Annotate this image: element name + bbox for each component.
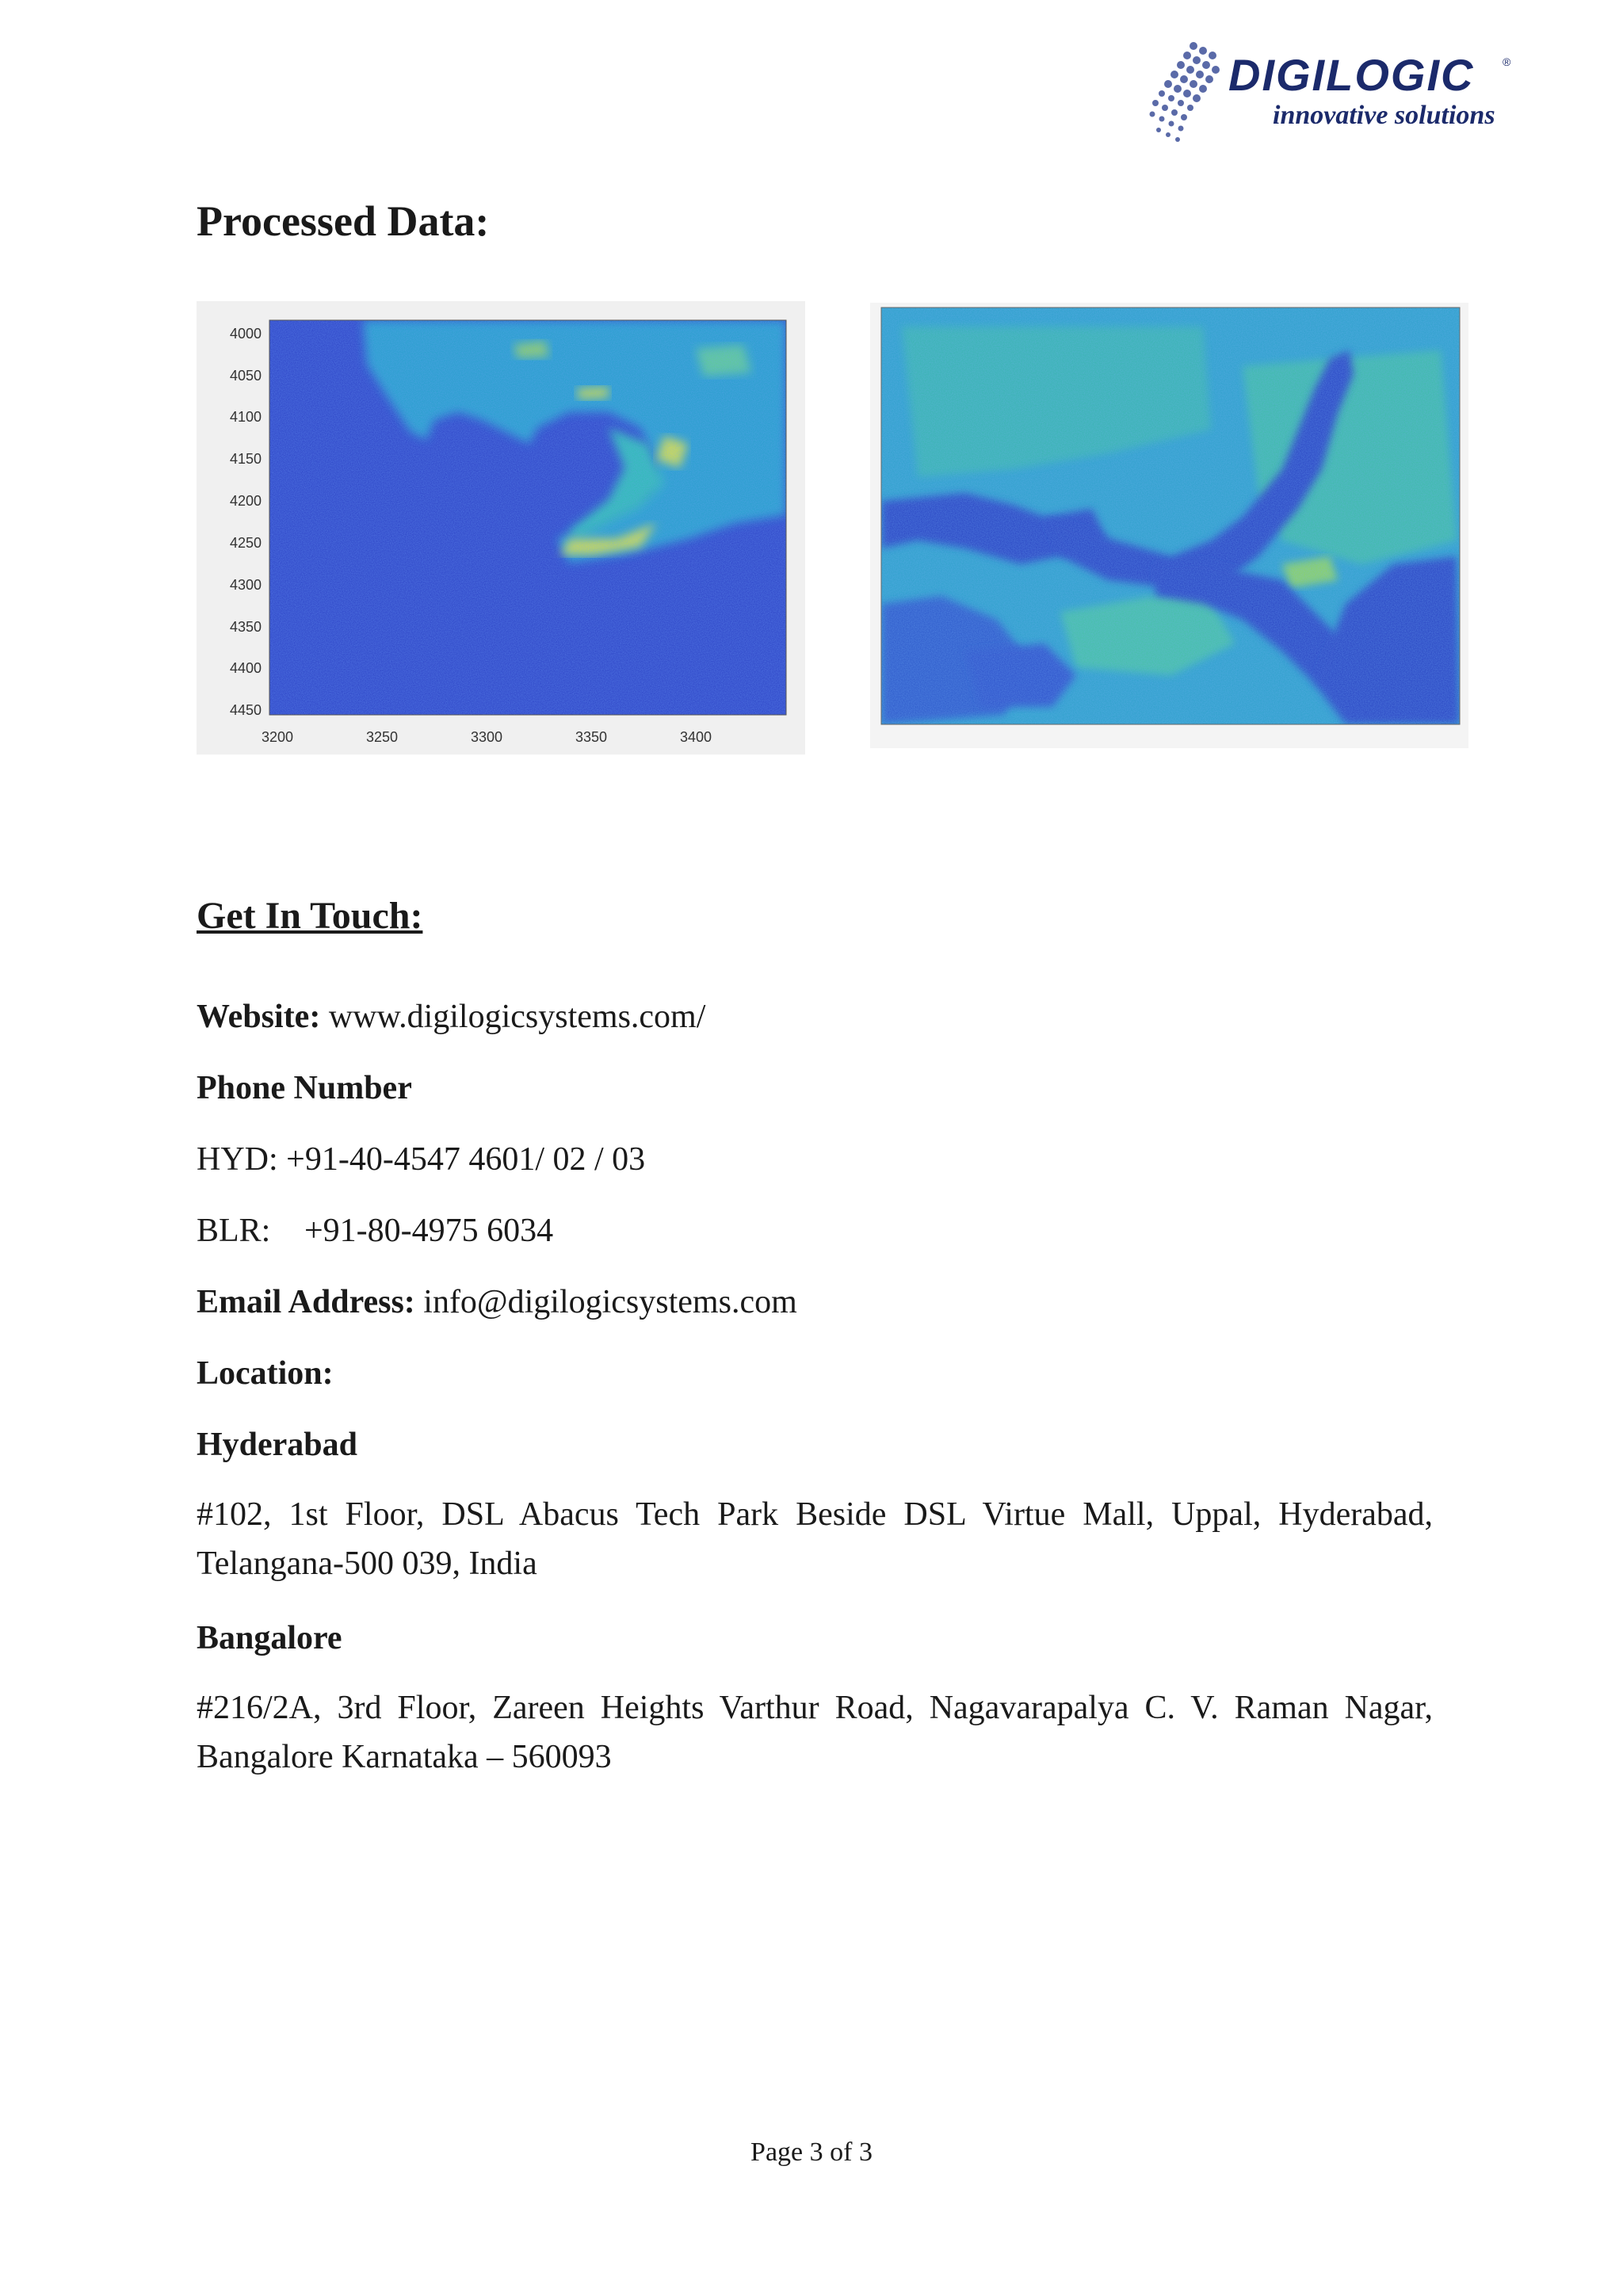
figure1-x-axis (262, 729, 712, 745)
hyderabad-heading (197, 1420, 357, 1469)
y-tick-label: 4250 (229, 535, 262, 551)
y-tick-label: 4450 (229, 702, 262, 718)
page-number: Page 3 of 3 (750, 2137, 873, 2167)
processed-data-heading: Processed Data: (197, 197, 490, 245)
x-tick-label: 3300 (470, 729, 503, 745)
y-tick-label: 4200 (229, 493, 262, 509)
y-tick-label: 4000 (229, 326, 262, 342)
x-tick-label: 3200 (261, 729, 294, 745)
y-tick-label: 4050 (229, 368, 262, 384)
logo-registered-mark: ® (1503, 55, 1511, 68)
figure1-y-axis (230, 326, 262, 718)
email-line (197, 1278, 797, 1327)
email-link[interactable]: info@digilogicsystems.com (423, 1284, 797, 1320)
bangalore-address: #216/2A, 3rd Floor, Zareen Heights Varthur Road, Nagavarapalya C. V. Raman Nagar, Bangalore Karnataka – 560093 (197, 1690, 1433, 1775)
x-tick-label: 3350 (575, 729, 608, 745)
x-tick-label: 3250 (365, 729, 399, 745)
processed-image-2 (870, 303, 1468, 748)
y-tick-label: 4150 (229, 451, 262, 467)
y-tick-label: 4300 (229, 577, 262, 593)
y-tick-label: 4350 (229, 619, 262, 635)
hyd-phone-line: HYD: +91-40-4547 4601/ 02 / 03 (197, 1141, 646, 1178)
dot-grid-logo-icon (1138, 35, 1241, 154)
bangalore-heading (197, 1614, 342, 1663)
website-line (197, 992, 705, 1041)
bangalore-label: Bangalore (197, 1620, 342, 1656)
phone-label: Phone Number (197, 1070, 412, 1106)
logo-wordmark: DIGILOGIC (1228, 50, 1475, 100)
website-label: Website: (197, 999, 321, 1035)
hyderabad-address: #102, 1st Floor, DSL Abacus Tech Park Beside DSL Virtue Mall, Uppal, Hyderabad, Telangana-500 039, India (197, 1496, 1433, 1582)
location-label: Location: (197, 1355, 334, 1392)
hyderabad-label: Hyderabad (197, 1427, 358, 1463)
email-label: Email Address: (197, 1284, 415, 1320)
processed-image-1 (197, 301, 805, 755)
logo-tagline: innovative solutions (1273, 101, 1495, 130)
y-tick-label: 4100 (229, 409, 262, 425)
blr-label: BLR: (197, 1213, 271, 1249)
location-heading (197, 1349, 334, 1398)
phone-heading (197, 1064, 412, 1113)
y-tick-label: 4400 (229, 660, 262, 676)
blr-phone-line (197, 1206, 553, 1255)
blr-phone: +91-80-4975 6034 (304, 1213, 554, 1249)
website-link[interactable]: www.digilogicsystems.com/ (328, 999, 706, 1035)
get-in-touch-heading: Get In Touch: (197, 895, 423, 937)
company-logo (1138, 35, 1518, 154)
x-tick-label: 3400 (679, 729, 712, 745)
